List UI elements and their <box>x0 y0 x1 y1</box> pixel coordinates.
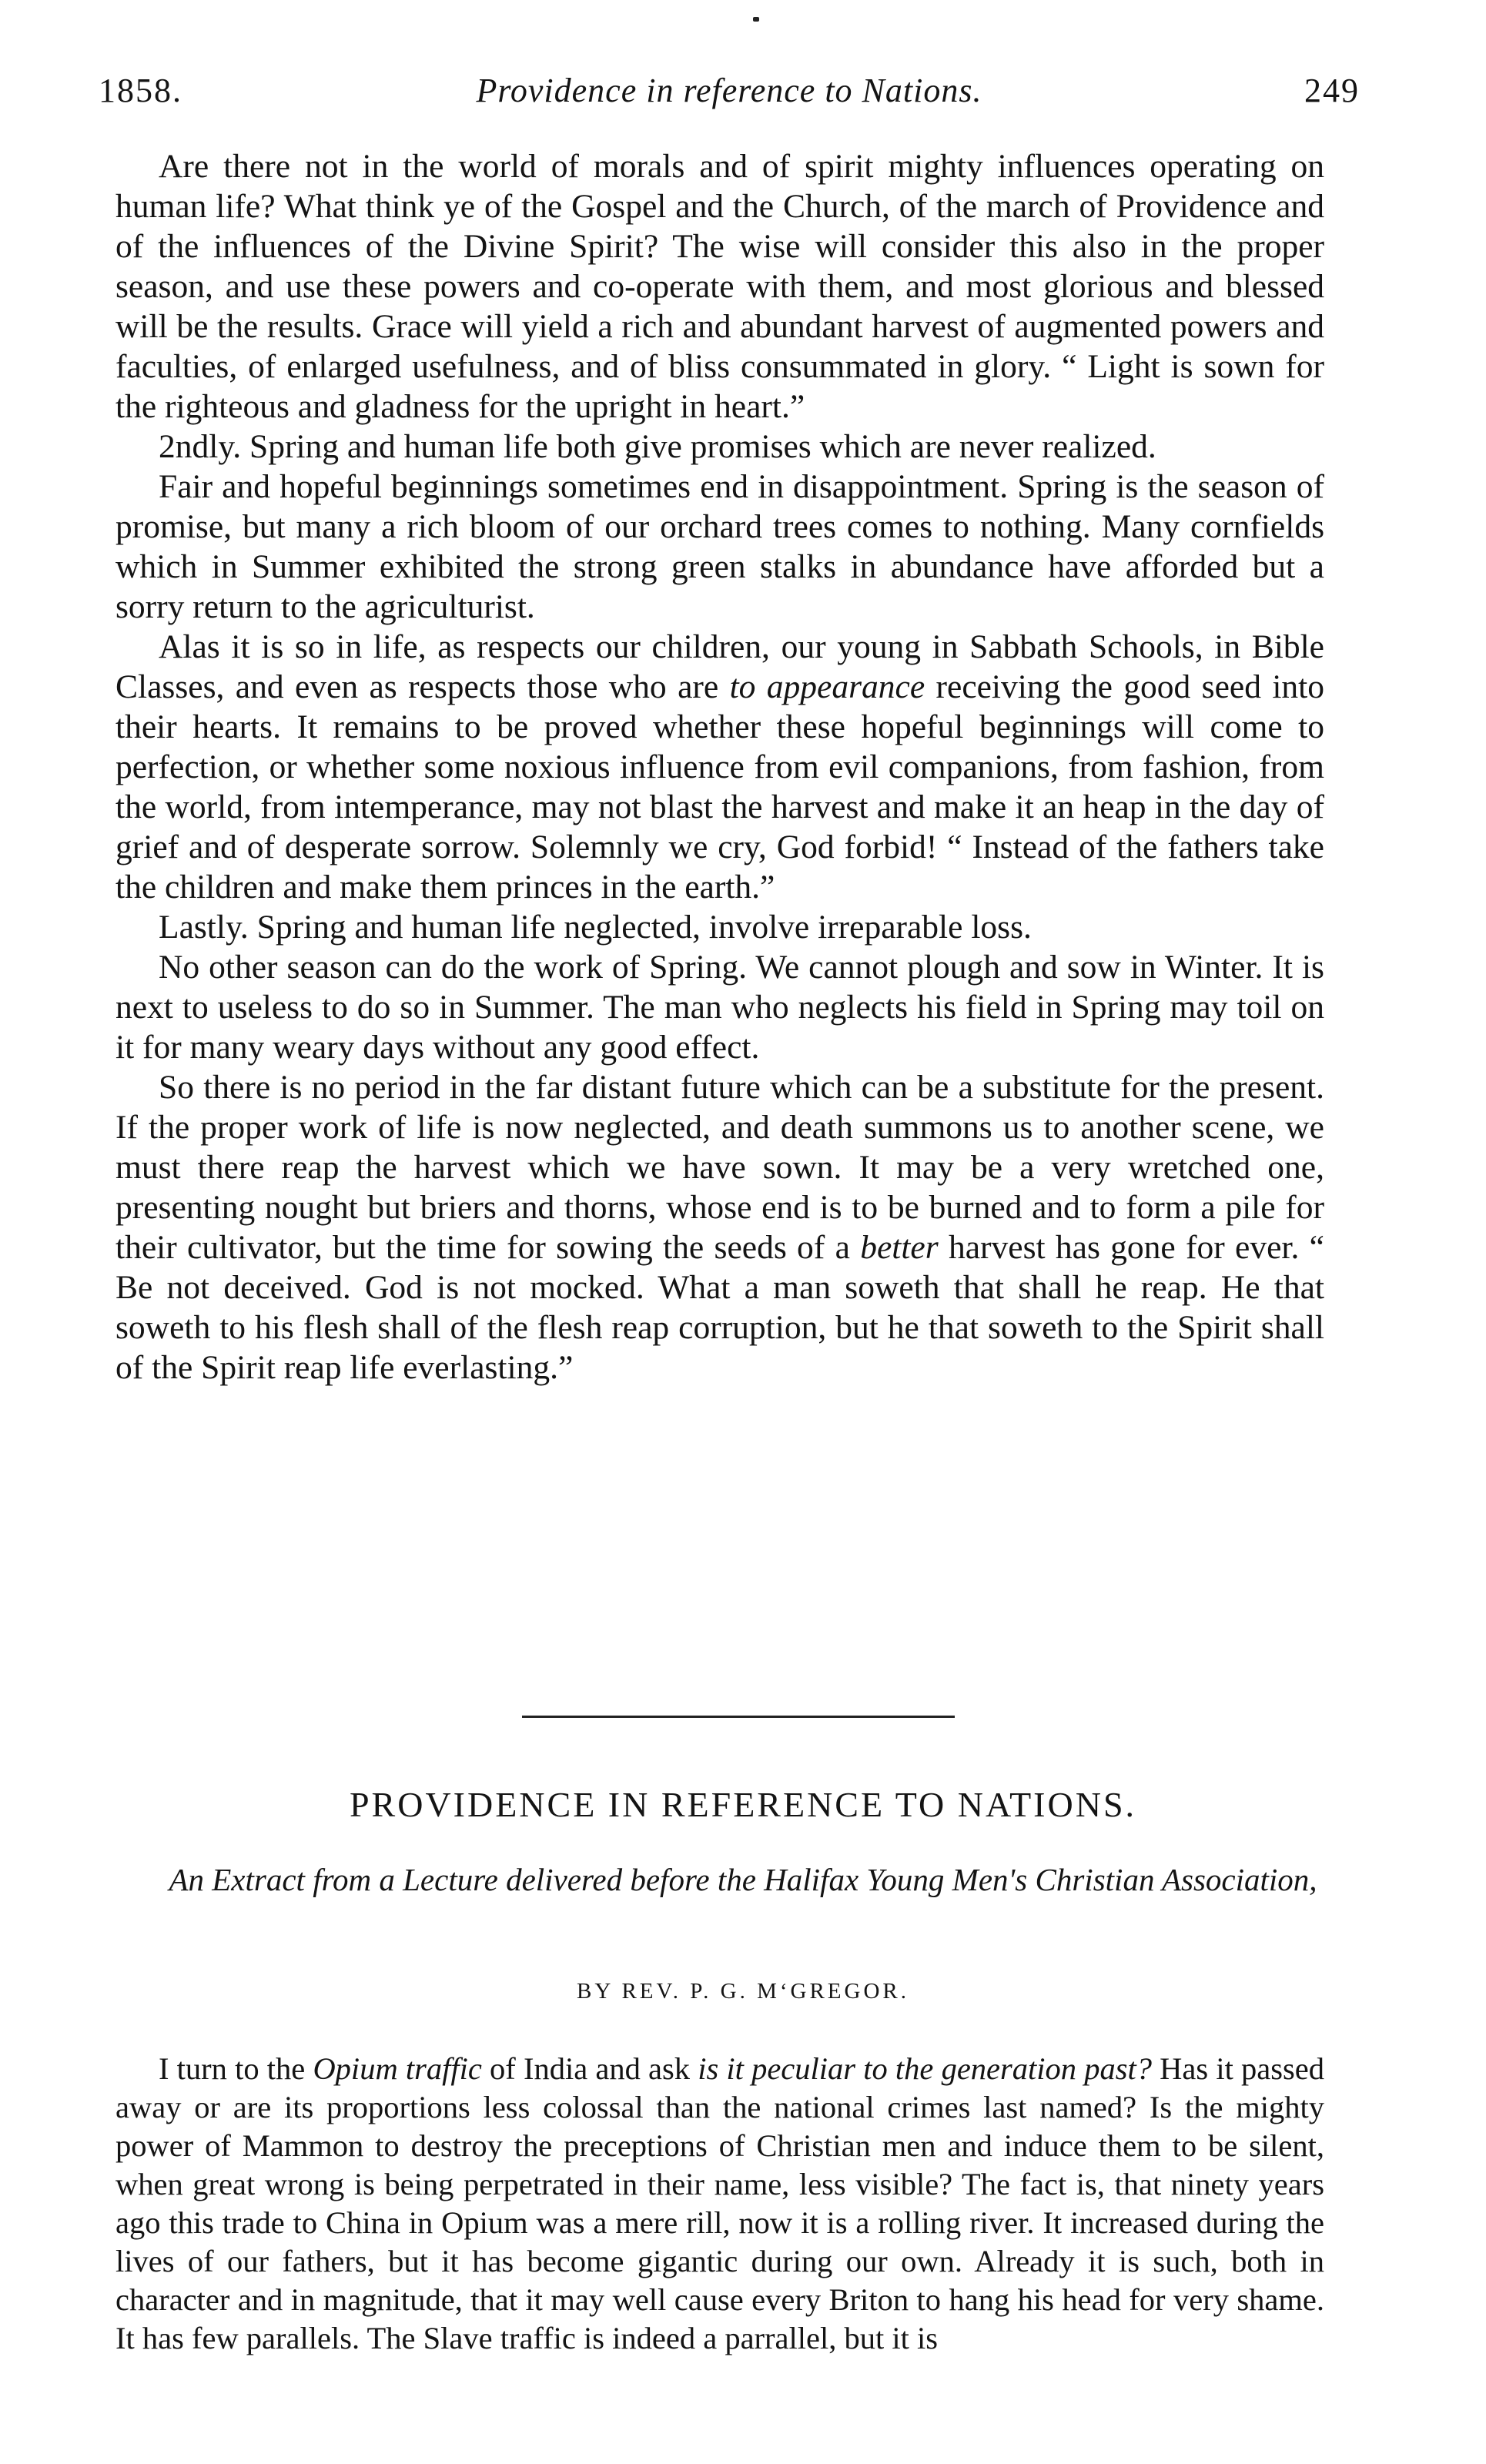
header-title: Providence in reference to Nations. <box>476 72 982 109</box>
section-title: PROVIDENCE IN REFERENCE TO NATIONS. <box>349 1785 1137 1824</box>
emphasis: is it peculiar to the generation past? <box>698 2051 1152 2086</box>
extract-body <box>115 2050 1324 2358</box>
paragraph: Alas it is so in life, as respects our children, our young in Sabbath Schools, in Bible Classes, and even as respects those who are to appearance receiving the good seed into their hearts. It remains to be proved whether these hopeful beginnings will come to perfection, or whether some noxious influence from evil companions, from fashion, from the world, from intemperance, may not blast the harvest and make it an heap in the day of grief and of desperate sorrow. Solemnly we cry, God forbid! “ Instead of the fathers take the children and make them princes in the earth.” <box>115 628 1325 906</box>
article-body <box>115 146 1324 1388</box>
page-number: 249 <box>1304 72 1360 109</box>
paragraph: Lastly. Spring and human life neglected, involve irreparable loss. <box>159 909 1032 946</box>
paragraph: No other season can do the work of Spring. We cannot plough and sow in Winter. It is next to useless to do so in Summer. The man who neglects his field in Spring may toil on it for many weary days without any good effect. <box>115 949 1324 1066</box>
emphasis: better <box>860 1229 939 1266</box>
running-header <box>99 71 1360 125</box>
paragraph: I turn to the Opium traffic of India and ask is it peculiar to the generation past? Has it passed away or are its proportions less colossal than the national crimes last named? Is the mighty power of Mammon to destroy the preceptions of Christian men and induce them to be silent, when great wrong is being perpetrated in their name, less visible? The fact is, that ninety years ago this trade to China in Opium was a mere rill, now it is a rolling river. It increased during the lives of our fathers, but it has become gigantic during our own. Already it is such, both in character and in magnitude, that it may well cause every Briton to hang his head for very shame. It has few parallels. The Slave traffic is indeed a parrallel, but it is <box>115 2051 1324 2355</box>
ink-speck <box>753 17 759 22</box>
paragraph: Fair and hopeful beginnings sometimes end in disappointment. Spring is the season of promise, but many a rich bloom of our orchard trees comes to nothing. Many cornfields which in Summer exhibited the strong green stalks in abundance have afforded but a sorry return to the agriculturist. <box>115 468 1324 625</box>
paragraph: Are there not in the world of morals and of spirit mighty influences operating on human life? What think ye of the Gospel and the Church, of the march of Providence and of the influences of the Divine Spirit? The wise will consider this also in the proper season, and use these powers and co-operate with them, and most glorious and blessed will be the results. Grace will yield a rich and abundant harvest of augmented powers and faculties, of enlarged usefulness, and of bliss consummated in glory. “ Light is sown for the righteous and gladness for the upright in heart.” <box>115 148 1324 425</box>
header-year: 1858. <box>99 72 182 109</box>
author-byline: BY REV. P. G. M‘GREGOR. <box>577 1979 909 2004</box>
section-divider <box>522 1716 955 1718</box>
emphasis: to appearance <box>729 668 925 705</box>
emphasis: Opium traffic <box>313 2051 482 2086</box>
paragraph: 2ndly. Spring and human life both give promises which are never realized. <box>159 428 1156 465</box>
paragraph: So there is no period in the far distant future which can be a substitute for the present. If the proper work of life is now neglected, and death summons us to another scene, we must there reap the harvest which we have sown. It may be a very wretched one, presenting nought but briers and thorns, whose end is to be burned and to form a pile for their cultivator, but the time for sowing the seeds of a better harvest has gone for ever. “ Be not deceived. God is not mocked. What a man soweth that shall he reap. He that soweth to his flesh shall of the flesh reap corruption, but he that soweth to the Spirit shall of the Spirit reap life everlasting.” <box>115 1069 1324 1386</box>
section-subtitle: An Extract from a Lecture delivered before the Halifax Young Men's Christian Association, <box>169 1862 1317 1897</box>
